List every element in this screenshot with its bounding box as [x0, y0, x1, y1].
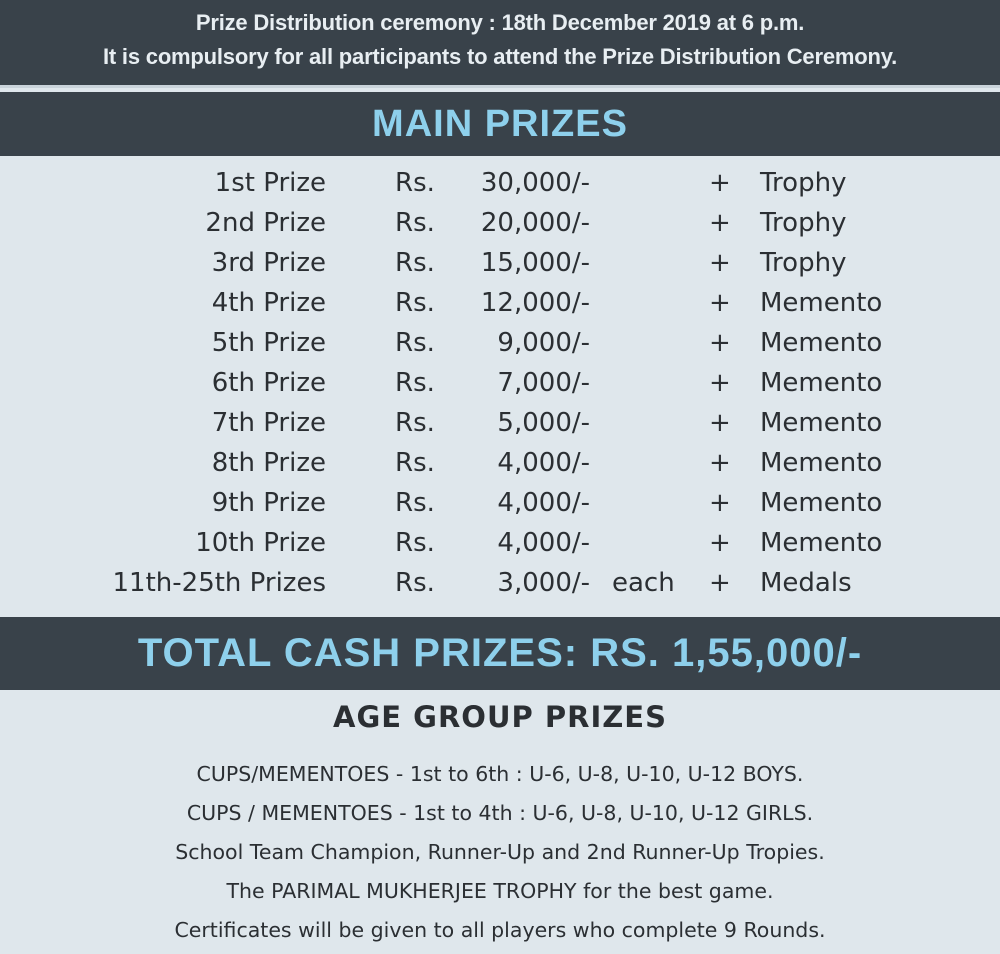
prize-currency: Rs. [395, 208, 435, 238]
prize-row [0, 483, 1000, 523]
prize-currency: Rs. [395, 408, 435, 438]
prize-rank: 10th Prize [195, 528, 326, 558]
prize-row [0, 283, 1000, 323]
plus-sign: + [709, 368, 731, 398]
prize-award: Memento [760, 288, 883, 318]
prize-rank: 2nd Prize [205, 208, 326, 238]
prize-currency: Rs. [395, 328, 435, 358]
prize-amount: 9,000/- [497, 328, 590, 358]
main-prizes-heading: MAIN PRIZES [0, 92, 1000, 156]
plus-sign: + [709, 528, 731, 558]
prize-amount: 4,000/- [497, 528, 590, 558]
prize-rank: 4th Prize [211, 288, 326, 318]
prize-each: each [612, 568, 675, 598]
prize-amount: 5,000/- [497, 408, 590, 438]
prize-award: Trophy [760, 168, 847, 198]
prize-rank: 8th Prize [211, 448, 326, 478]
prize-currency: Rs. [395, 368, 435, 398]
plus-sign: + [709, 328, 731, 358]
prize-amount: 15,000/- [480, 248, 590, 278]
prize-row [0, 363, 1000, 403]
prize-amount: 12,000/- [480, 288, 590, 318]
prize-rank: 9th Prize [211, 488, 326, 518]
plus-sign: + [709, 208, 731, 238]
total-cash-prizes-heading: TOTAL CASH PRIZES: RS. 1,55,000/- [0, 617, 1000, 690]
plus-sign: + [709, 448, 731, 478]
age-group-line: School Team Champion, Runner-Up and 2nd Runner-Up Tropies. [175, 840, 825, 864]
plus-sign: + [709, 488, 731, 518]
prize-currency: Rs. [395, 448, 435, 478]
prize-row [0, 163, 1000, 203]
plus-sign: + [709, 568, 731, 598]
prize-amount: 3,000/- [497, 568, 590, 598]
prize-award: Memento [760, 488, 883, 518]
prize-rank: 3rd Prize [211, 248, 326, 278]
prize-currency: Rs. [395, 488, 435, 518]
age-group-prizes-heading: AGE GROUP PRIZES [333, 700, 667, 734]
ceremony-banner [0, 0, 1000, 88]
prize-award: Memento [760, 448, 883, 478]
age-group-line: CUPS/MEMENTOES - 1st to 6th : U-6, U-8, U-10, U-12 BOYS. [196, 762, 804, 786]
prize-currency: Rs. [395, 528, 435, 558]
prize-row [0, 323, 1000, 363]
prize-amount: 30,000/- [480, 168, 590, 198]
prize-amount: 4,000/- [497, 448, 590, 478]
prize-currency: Rs. [395, 168, 435, 198]
prize-row [0, 203, 1000, 243]
prize-award: Memento [760, 328, 883, 358]
prize-award: Memento [760, 408, 883, 438]
prize-row [0, 563, 1000, 603]
prize-rank: 6th Prize [211, 368, 326, 398]
prize-amount: 7,000/- [497, 368, 590, 398]
prize-row [0, 403, 1000, 443]
age-group-line: CUPS / MEMENTOES - 1st to 4th : U-6, U-8, U-10, U-12 GIRLS. [186, 801, 814, 825]
age-group-line: Certificates will be given to all players who complete 9 Rounds. [174, 918, 826, 942]
prize-rank: 1st Prize [214, 168, 326, 198]
plus-sign: + [709, 248, 731, 278]
prize-award: Memento [760, 368, 883, 398]
prize-award: Medals [760, 568, 852, 598]
prize-row [0, 523, 1000, 563]
prize-rank: 5th Prize [211, 328, 326, 358]
prize-currency: Rs. [395, 568, 435, 598]
prize-currency: Rs. [395, 288, 435, 318]
prize-award: Memento [760, 528, 883, 558]
prize-row [0, 243, 1000, 283]
plus-sign: + [709, 168, 731, 198]
prize-amount: 20,000/- [480, 208, 590, 238]
prize-row [0, 443, 1000, 483]
attendance-notice: It is compulsory for all participants to attend the Prize Distribution Ceremony. [102, 44, 898, 69]
age-group-line: The PARIMAL MUKHERJEE TROPHY for the best game. [226, 879, 774, 903]
prize-rank: 7th Prize [211, 408, 326, 438]
prize-amount: 4,000/- [497, 488, 590, 518]
ceremony-date-text: Prize Distribution ceremony : 18th December 2019 at 6 p.m. [195, 10, 805, 35]
plus-sign: + [709, 288, 731, 318]
plus-sign: + [709, 408, 731, 438]
prize-currency: Rs. [395, 248, 435, 278]
prize-rank: 11th-25th Prizes [112, 568, 326, 598]
prize-award: Trophy [760, 248, 847, 278]
prize-award: Trophy [760, 208, 847, 238]
